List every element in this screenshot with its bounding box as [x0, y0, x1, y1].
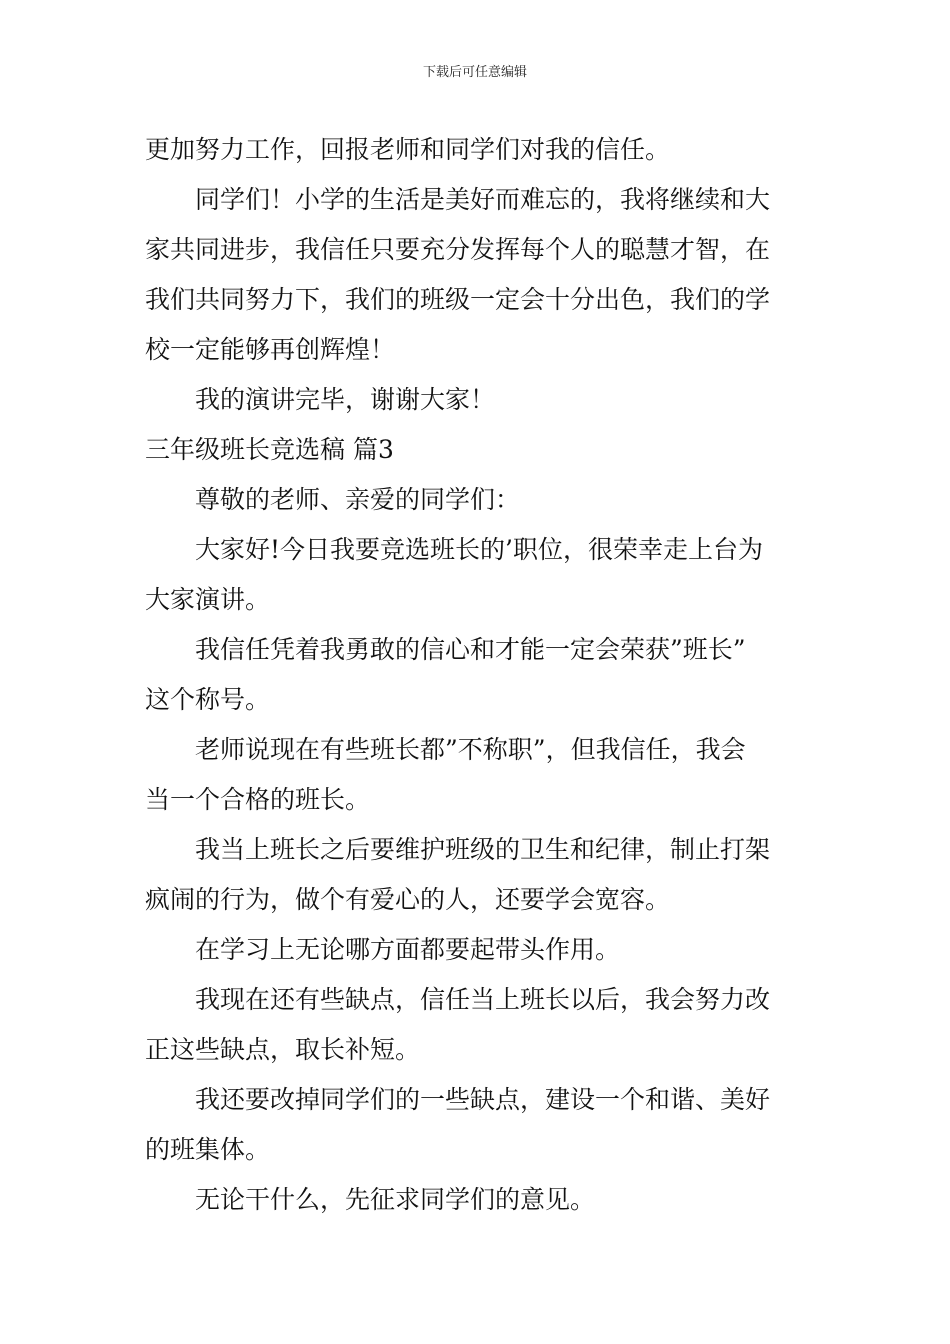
text-line: 我现在还有些缺点，信任当上班长以后，我会努力改: [195, 985, 771, 1014]
text-line: 同学们！小学的生活是美好而难忘的，我将继续和大: [195, 185, 771, 214]
text-line: 的班集体。: [145, 1135, 271, 1164]
section-heading: 三年级班长竞选稿 篇3: [145, 435, 394, 464]
text-line: 更加努力工作，回报老师和同学们对我的信任。: [145, 135, 671, 164]
text-line: 无论干什么，先征求同学们的意见。: [195, 1185, 596, 1214]
text-line: 当一个合格的班长。: [145, 785, 371, 814]
text-line: 这个称号。: [145, 685, 271, 714]
text-line: 老师说现在有些班长都”不称职”，但我信任，我会: [195, 735, 746, 764]
text-line: 正这些缺点，取长补短。: [145, 1035, 421, 1064]
document-body: [145, 125, 815, 1225]
text-line: 疯闹的行为，做个有爱心的人，还要学会宽容。: [145, 885, 671, 914]
text-line: 家共同进步，我信任只要充分发挥每个人的聪慧才智，在: [145, 235, 771, 264]
text-line: 我的演讲完毕，谢谢大家！: [195, 385, 496, 414]
text-line: 大家演讲。: [145, 585, 271, 614]
text-line: 我当上班长之后要维护班级的卫生和纪律，制止打架: [195, 835, 771, 864]
page-header: 下载后可任意编辑: [422, 65, 527, 80]
text-line: 在学习上无论哪方面都要起带头作用。: [195, 935, 621, 964]
text-line: 尊敬的老师、亲爱的同学们：: [195, 485, 521, 514]
text-line: 我们共同努力下，我们的班级一定会十分出色，我们的学: [145, 285, 771, 314]
text-line: 大家好!今日我要竞选班长的’职位，很荣幸走上台为: [195, 535, 763, 564]
text-line: 我还要改掉同学们的一些缺点，建设一个和谐、美好: [195, 1085, 771, 1114]
text-line: 我信任凭着我勇敢的信心和才能一定会荣获”班长”: [195, 635, 746, 664]
text-line: 校一定能够再创辉煌！: [145, 335, 396, 364]
